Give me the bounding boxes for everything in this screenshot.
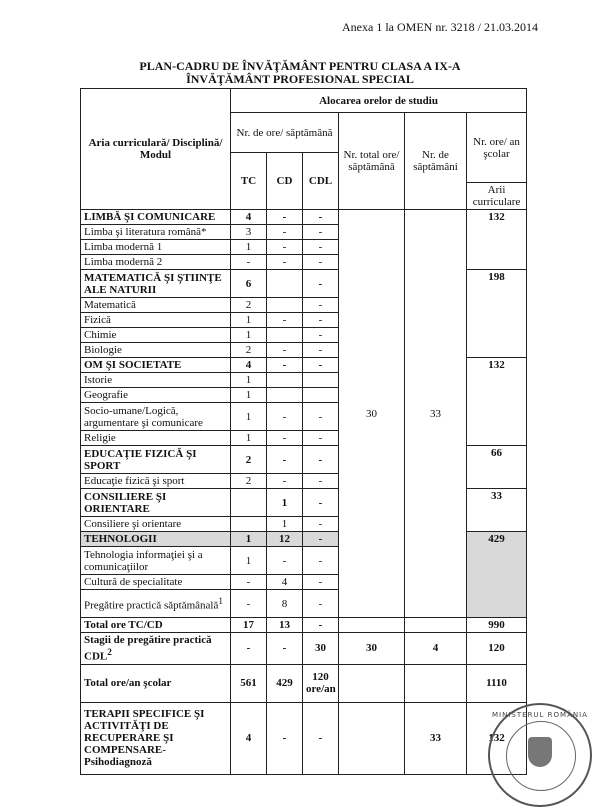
header-weeks: Nr. de săptămâni (405, 113, 467, 210)
cell-tc: 4 (231, 702, 267, 774)
cell-cd (267, 388, 303, 403)
row-label: Limba modernă 2 (81, 255, 231, 270)
cell-year: 1110 (467, 664, 527, 702)
cell-cd: 4 (267, 575, 303, 590)
cell-cd (267, 373, 303, 388)
cell-year: 33 (467, 489, 527, 532)
cell-total-weekly (339, 618, 405, 633)
cell-cd: - (267, 431, 303, 446)
merged-weeks: 33 (405, 210, 467, 618)
cell-tc: 1 (231, 388, 267, 403)
cell-tc: 1 (231, 532, 267, 547)
cell-cd: 429 (267, 664, 303, 702)
header-cdl: CDL (303, 153, 339, 210)
cell-tc: 1 (231, 373, 267, 388)
cell-cdl: - (303, 517, 339, 532)
ministry-seal (488, 703, 592, 807)
cell-cdl: - (303, 270, 339, 298)
row-label: LIMBĂ ŞI COMUNICARE (81, 210, 231, 225)
row-label: Religie (81, 431, 231, 446)
cell-tc: 1 (231, 403, 267, 431)
cell-cd: - (267, 547, 303, 575)
row-label: Fizică (81, 313, 231, 328)
cell-tc (231, 517, 267, 532)
cell-year: 132 (467, 358, 527, 446)
cell-tc: 2 (231, 446, 267, 474)
cell-cd (267, 328, 303, 343)
cell-tc: 2 (231, 343, 267, 358)
cell-cdl: - (303, 298, 339, 313)
total-year-row (81, 664, 527, 702)
header-cd: CD (267, 153, 303, 210)
cell-tc: 2 (231, 298, 267, 313)
cell-cdl: - (303, 403, 339, 431)
header-area: Aria curriculară/ Disciplină/ Modul (81, 89, 231, 210)
coat-of-arms-icon (528, 737, 552, 767)
cell-cd (267, 270, 303, 298)
cell-tc: 3 (231, 225, 267, 240)
cell-cd: - (267, 210, 303, 225)
cell-cd: 12 (267, 532, 303, 547)
row-label: Limba şi literatura română* (81, 225, 231, 240)
cell-cd: - (267, 313, 303, 328)
cell-tc: 2 (231, 474, 267, 489)
cell-cdl: - (303, 575, 339, 590)
cell-cd: 1 (267, 489, 303, 517)
curriculum-table (80, 88, 527, 775)
row-label: Cultură de specialitate (81, 575, 231, 590)
row-label: Limba modernă 1 (81, 240, 231, 255)
cell-tc: 6 (231, 270, 267, 298)
cell-total-weekly (339, 664, 405, 702)
cell-weeks: 33 (405, 702, 467, 774)
row-label: Total ore TC/CD (81, 618, 231, 633)
cell-cd: 13 (267, 618, 303, 633)
cell-cdl: - (303, 702, 339, 774)
cell-cd: - (267, 240, 303, 255)
stagii-row (81, 633, 527, 665)
row-label: Educaţie fizică şi sport (81, 474, 231, 489)
document-title: PLAN-CADRU DE ÎNVĂŢĂMÂNT PENTRU CLASA A IX-A (139, 59, 461, 73)
cell-total-weekly: 30 (339, 633, 405, 665)
footnote-mark: 1 (218, 596, 223, 607)
cell-cd: 8 (267, 590, 303, 618)
cell-cd: - (267, 358, 303, 373)
terapii-row (81, 702, 527, 774)
cell-cdl: - (303, 474, 339, 489)
cell-year: 120 (467, 633, 527, 665)
row-label: Matematică (81, 298, 231, 313)
cell-cdl: - (303, 446, 339, 474)
row-label: TERAPII SPECIFICE ŞI ACTIVITĂŢI DE RECUPERARE ŞI COMPENSARE- Psihodiagnoză (81, 702, 231, 774)
total-tccd-row (81, 618, 527, 633)
table-row (81, 210, 527, 225)
cell-tc (231, 489, 267, 517)
header-year: Nr. ore/ an şcolar (467, 113, 527, 183)
cell-cdl: - (303, 547, 339, 575)
row-label: Socio-umane/Logică, argumentare şi comunicare (81, 403, 231, 431)
row-label: Consiliere şi orientare (81, 517, 231, 532)
cell-cdl: - (303, 343, 339, 358)
cell-cdl: - (303, 618, 339, 633)
cell-cdl: - (303, 431, 339, 446)
cell-cd: - (267, 474, 303, 489)
cell-cd: - (267, 633, 303, 665)
cell-tc: 1 (231, 431, 267, 446)
row-label: OM ŞI SOCIETATE (81, 358, 231, 373)
merged-total-weekly: 30 (339, 210, 405, 618)
header-weekly: Nr. de ore/ săptămână (231, 113, 339, 153)
cell-year: 66 (467, 446, 527, 489)
cell-cdl (303, 388, 339, 403)
cell-tc: 4 (231, 358, 267, 373)
cell-tc: - (231, 575, 267, 590)
cell-cdl: - (303, 590, 339, 618)
row-label: CONSILIERE ŞI ORIENTARE (81, 489, 231, 517)
cell-weeks: 4 (405, 633, 467, 665)
header-alloc: Alocarea orelor de studiu (231, 89, 527, 113)
row-label: Chimie (81, 328, 231, 343)
cell-weeks (405, 618, 467, 633)
footnote-mark: 2 (107, 647, 112, 657)
row-label: Istorie (81, 373, 231, 388)
cell-tc: 1 (231, 240, 267, 255)
row-label: EDUCAŢIE FIZICĂ ŞI SPORT (81, 446, 231, 474)
cell-cd: - (267, 446, 303, 474)
cell-cdl: - (303, 225, 339, 240)
cell-cd (267, 298, 303, 313)
header-areas: Arii curriculare (467, 183, 527, 210)
row-label: Tehnologia informaţiei şi a comunicaţiilor (81, 547, 231, 575)
seal-text: MINISTERUL ROMÂNIA (492, 711, 588, 719)
row-label: Geografie (81, 388, 231, 403)
cell-tc: 1 (231, 313, 267, 328)
row-label: Total ore/an şcolar (81, 664, 231, 702)
cell-year: 132 (467, 210, 527, 270)
cell-cd: - (267, 255, 303, 270)
cell-tc: - (231, 633, 267, 665)
cell-cdl: - (303, 532, 339, 547)
cell-cdl: 120 ore/an (303, 664, 339, 702)
cell-tc: 4 (231, 210, 267, 225)
header-total-weekly: Nr. total ore/ săptămână (339, 113, 405, 210)
row-label: Biologie (81, 343, 231, 358)
cell-cdl: - (303, 210, 339, 225)
cell-cdl: - (303, 489, 339, 517)
cell-cd: - (267, 403, 303, 431)
cell-year: 198 (467, 270, 527, 358)
cell-tc: 561 (231, 664, 267, 702)
cell-cd: 1 (267, 517, 303, 532)
cell-total-weekly (339, 702, 405, 774)
cell-cd: - (267, 225, 303, 240)
annex-reference: Anexa 1 la OMEN nr. 3218 / 21.03.2014 (342, 20, 538, 34)
row-label: TEHNOLOGII (81, 532, 231, 547)
cell-tc: - (231, 255, 267, 270)
cell-cdl: - (303, 358, 339, 373)
cell-tc: 1 (231, 547, 267, 575)
cell-cdl: 30 (303, 633, 339, 665)
cell-tc: 17 (231, 618, 267, 633)
cell-cdl: - (303, 240, 339, 255)
row-label: Pregătire practică săptămânală$^1$ (81, 590, 231, 618)
row-label: Stagii de pregătire practică CDL$^2$ (81, 633, 231, 665)
row-label: MATEMATICĂ ŞI ŞTIINŢE ALE NATURII (81, 270, 231, 298)
cell-tc: 1 (231, 328, 267, 343)
cell-cdl (303, 373, 339, 388)
cell-year: 132 (467, 702, 527, 774)
cell-cd: - (267, 702, 303, 774)
cell-cdl: - (303, 328, 339, 343)
cell-cdl: - (303, 313, 339, 328)
cell-cd: - (267, 343, 303, 358)
cell-year: 429 (467, 532, 527, 618)
cell-tc: - (231, 590, 267, 618)
header-tc: TC (231, 153, 267, 210)
cell-cdl: - (303, 255, 339, 270)
cell-year: 990 (467, 618, 527, 633)
cell-weeks (405, 664, 467, 702)
document-subtitle: ÎNVĂŢĂMÂNT PROFESIONAL SPECIAL (186, 72, 414, 86)
